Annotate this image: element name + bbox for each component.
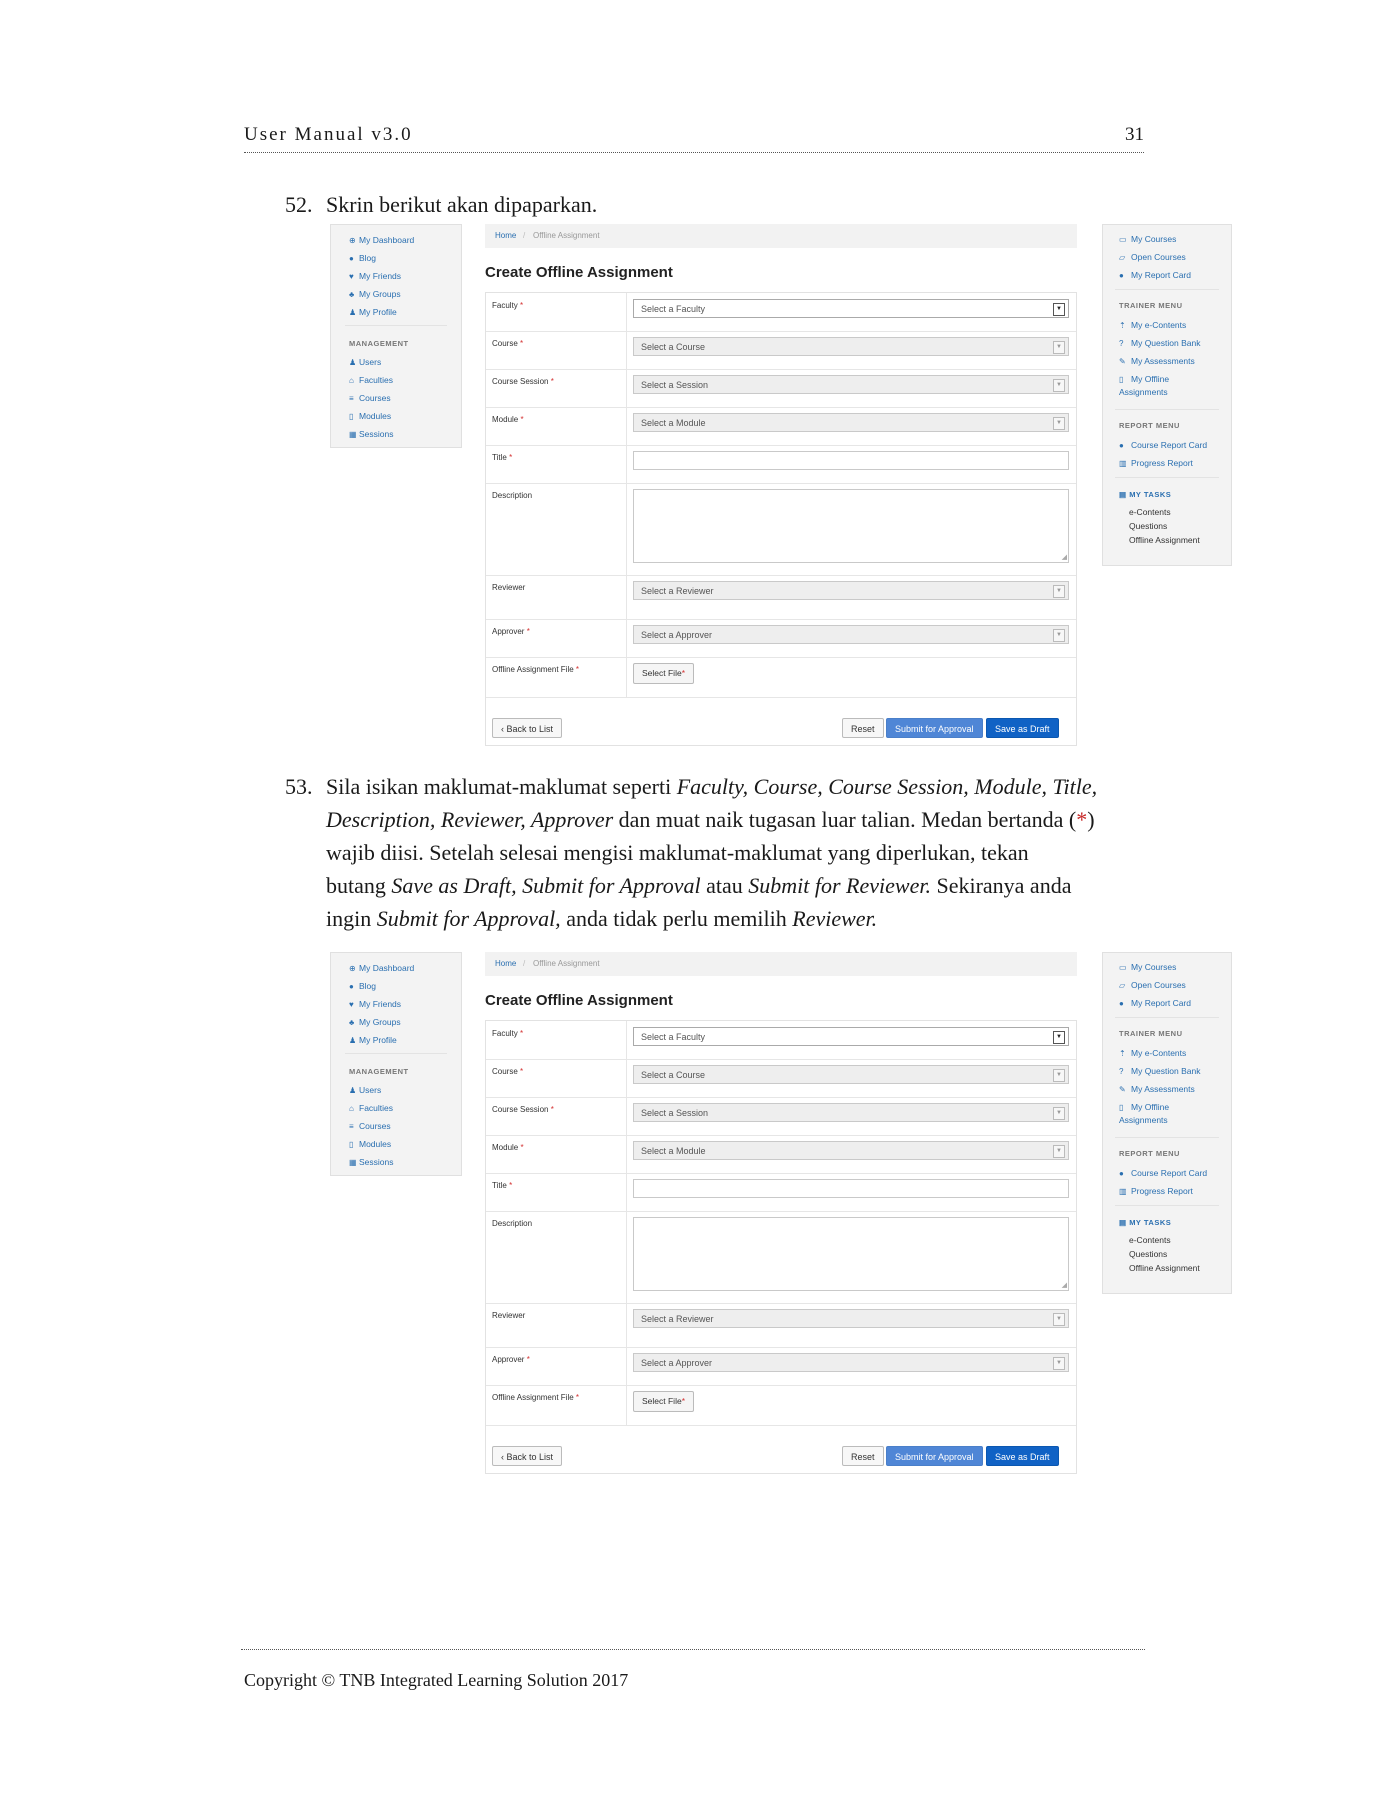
resize-handle-icon[interactable]: ◢ bbox=[1061, 1282, 1067, 1289]
upload-icon: ⇡ bbox=[1119, 321, 1126, 330]
module-row bbox=[486, 407, 1076, 446]
divider bbox=[1115, 289, 1219, 290]
step-text: Sila isikan maklumat-maklumat seperti Faculty, Course, Course Session, Module, Title, Description, Reviewer, Approver dan muat naik tugasan luar talian. Medan bertanda (*) wajib diisi. Setelah selesai mengisi maklumat-maklumat yang diperlukan, tekan butang Save as Draft, Submit for Approval atau Submit for Reviewer. Sekiranya anda ingin Submit for Approval, anda tidak perlu memilih Reviewer. bbox=[326, 774, 1098, 931]
reviewer-row bbox=[486, 575, 1076, 620]
globe-icon: ● bbox=[349, 982, 354, 991]
module-label: Module * bbox=[492, 1143, 524, 1152]
title-input[interactable] bbox=[633, 451, 1069, 470]
tasks-icon: ▤ bbox=[1119, 1218, 1127, 1227]
task-offline-assignment[interactable]: Offline Assignment bbox=[1129, 535, 1200, 545]
reset-button[interactable]: Reset bbox=[842, 718, 884, 738]
chevron-down-icon: ▼ bbox=[1053, 1031, 1065, 1044]
breadcrumb-current: Offline Assignment bbox=[533, 231, 600, 240]
book-icon: ≡ bbox=[349, 1122, 354, 1131]
chevron-down-icon: ▼ bbox=[1053, 1107, 1065, 1120]
divider bbox=[345, 1053, 447, 1054]
upload-icon: ⇡ bbox=[1119, 1049, 1126, 1058]
course-select[interactable]: Select a Course ▼ bbox=[633, 1065, 1069, 1084]
right-sidebar bbox=[1102, 952, 1232, 1294]
nav-blog[interactable]: ● Blog bbox=[349, 253, 377, 263]
left-sidebar bbox=[330, 952, 462, 1176]
circle-icon: ● bbox=[1119, 271, 1124, 280]
approver-select[interactable]: Select a Approver ▼ bbox=[633, 625, 1069, 644]
form-actions bbox=[486, 1441, 1076, 1473]
breadcrumb-current: Offline Assignment bbox=[533, 959, 600, 968]
task-questions[interactable]: Questions bbox=[1129, 1249, 1168, 1259]
resize-handle-icon[interactable]: ◢ bbox=[1061, 554, 1067, 561]
chevron-down-icon: ▼ bbox=[1053, 1313, 1065, 1326]
faculty-select[interactable]: Select a Faculty ▼ bbox=[633, 1027, 1069, 1046]
approver-row bbox=[486, 619, 1076, 658]
description-textarea[interactable] bbox=[633, 489, 1069, 563]
user-icon: ♟ bbox=[349, 1086, 357, 1095]
group-icon: ♣ bbox=[349, 1018, 355, 1027]
nav-progress-report[interactable]: ▥ Progress Report bbox=[1119, 1186, 1193, 1196]
save-as-draft-button[interactable]: Save as Draft bbox=[986, 718, 1059, 738]
course-row bbox=[486, 331, 1076, 370]
folder-icon: ▭ bbox=[1119, 235, 1127, 244]
nav-my-profile[interactable]: ♟ My Profile bbox=[349, 307, 397, 317]
screenshot-create-offline-assignment bbox=[330, 952, 1230, 1472]
file-icon: ▯ bbox=[1119, 375, 1124, 384]
user-icon: ♟ bbox=[349, 1036, 357, 1045]
faculty-label: Faculty * bbox=[492, 301, 524, 310]
step-text: Skrin berikut akan dipaparkan. bbox=[326, 192, 598, 217]
task-e-contents[interactable]: e-Contents bbox=[1129, 507, 1171, 517]
trainer-menu-heading: TRAINER MENU bbox=[1119, 301, 1183, 310]
nav-my-courses[interactable]: ▭ My Courses bbox=[1119, 234, 1177, 244]
file-row bbox=[486, 657, 1076, 698]
course-label: Course * bbox=[492, 1067, 524, 1076]
file-icon: ▯ bbox=[1119, 1103, 1124, 1112]
divider bbox=[1115, 1137, 1219, 1138]
question-icon: ? bbox=[1119, 1067, 1124, 1076]
user-icon: ♟ bbox=[349, 358, 357, 367]
save-as-draft-button[interactable]: Save as Draft bbox=[986, 1446, 1059, 1466]
step-number: 53. bbox=[285, 774, 313, 799]
approver-row bbox=[486, 1347, 1076, 1386]
nav-my-question-bank[interactable]: ? My Question Bank bbox=[1119, 338, 1201, 348]
nav-courses[interactable]: ≡ Courses bbox=[349, 393, 391, 403]
faculty-row bbox=[486, 293, 1076, 332]
group-icon: ♣ bbox=[349, 290, 355, 299]
assignment-form bbox=[485, 292, 1077, 746]
screenshot-create-offline-assignment bbox=[330, 224, 1230, 744]
breadcrumb-separator: / bbox=[523, 959, 526, 968]
folder-open-icon: ▱ bbox=[1119, 981, 1126, 990]
chevron-down-icon: ▼ bbox=[1053, 1069, 1065, 1082]
divider bbox=[1115, 1017, 1219, 1018]
module-select[interactable]: Select a Module ▼ bbox=[633, 413, 1069, 432]
chevron-down-icon: ▼ bbox=[1053, 585, 1065, 598]
dashboard-icon: ⊕ bbox=[349, 964, 356, 973]
nav-my-groups[interactable]: ♣ My Groups bbox=[349, 1017, 401, 1027]
course-label: Course * bbox=[492, 339, 524, 348]
tasks-icon: ▤ bbox=[1119, 490, 1127, 499]
title-label: Title * bbox=[492, 453, 513, 462]
reset-button[interactable]: Reset bbox=[842, 1446, 884, 1466]
file-label: Offline Assignment File * bbox=[492, 665, 580, 674]
nav-open-courses[interactable]: ▱ Open Courses bbox=[1119, 252, 1186, 262]
nav-sessions[interactable]: ▦ Sessions bbox=[349, 429, 394, 439]
task-offline-assignment[interactable]: Offline Assignment bbox=[1129, 1263, 1200, 1273]
description-textarea[interactable] bbox=[633, 1217, 1069, 1291]
edit-icon: ✎ bbox=[1119, 357, 1126, 366]
nav-courses[interactable]: ≡ Courses bbox=[349, 1121, 391, 1131]
circle-icon: ● bbox=[1119, 441, 1124, 450]
step-53 bbox=[285, 770, 1145, 940]
nav-my-report-card[interactable]: ● My Report Card bbox=[1119, 270, 1191, 280]
faculty-label: Faculty * bbox=[492, 1029, 524, 1038]
title-row bbox=[486, 1173, 1076, 1212]
chevron-down-icon: ▼ bbox=[1053, 1357, 1065, 1370]
faculty-icon: ⌂ bbox=[349, 1104, 354, 1113]
page-number: 31 bbox=[1125, 124, 1144, 145]
report-menu-heading: REPORT MENU bbox=[1119, 1149, 1180, 1158]
page-header bbox=[244, 124, 1144, 153]
assignment-form bbox=[485, 1020, 1077, 1474]
title-input[interactable] bbox=[633, 1179, 1069, 1198]
nav-my-assessments[interactable]: ✎ My Assessments bbox=[1119, 1084, 1195, 1094]
nav-my-courses[interactable]: ▭ My Courses bbox=[1119, 962, 1177, 972]
session-row bbox=[486, 369, 1076, 408]
dashboard-icon: ⊕ bbox=[349, 236, 356, 245]
chevron-down-icon: ▼ bbox=[1053, 303, 1065, 316]
nav-my-report-card[interactable]: ● My Report Card bbox=[1119, 998, 1191, 1008]
nav-my-assessments[interactable]: ✎ My Assessments bbox=[1119, 356, 1195, 366]
task-e-contents[interactable]: e-Contents bbox=[1129, 1235, 1171, 1245]
heart-icon: ♥ bbox=[349, 1000, 354, 1009]
submit-for-approval-button[interactable]: Submit for Approval bbox=[886, 1446, 983, 1466]
chevron-down-icon: ▼ bbox=[1053, 629, 1065, 642]
management-heading: MANAGEMENT bbox=[349, 339, 409, 348]
nav-sessions[interactable]: ▦ Sessions bbox=[349, 1157, 394, 1167]
divider bbox=[1115, 409, 1219, 410]
form-actions bbox=[486, 713, 1076, 745]
module-row bbox=[486, 1135, 1076, 1174]
nav-progress-report[interactable]: ▥ Progress Report bbox=[1119, 458, 1193, 468]
reviewer-select[interactable]: Select a Reviewer ▼ bbox=[633, 581, 1069, 600]
back-to-list-button[interactable]: ‹ Back to List bbox=[492, 1446, 562, 1466]
chevron-down-icon: ▼ bbox=[1053, 379, 1065, 392]
approver-label: Approver * bbox=[492, 627, 530, 636]
nav-faculties[interactable]: ⌂ Faculties bbox=[349, 1103, 394, 1113]
description-row bbox=[486, 483, 1076, 576]
trainer-menu-heading: TRAINER MENU bbox=[1119, 1029, 1183, 1038]
reviewer-select[interactable]: Select a Reviewer ▼ bbox=[633, 1309, 1069, 1328]
folder-open-icon: ▱ bbox=[1119, 253, 1126, 262]
chevron-down-icon: ▼ bbox=[1053, 417, 1065, 430]
nav-my-profile[interactable]: ♟ My Profile bbox=[349, 1035, 397, 1045]
file-icon: ▯ bbox=[349, 1140, 354, 1149]
course-row bbox=[486, 1059, 1076, 1098]
session-select[interactable]: Select a Session ▼ bbox=[633, 375, 1069, 394]
my-tasks-heading[interactable]: ▤ MY TASKS bbox=[1119, 1218, 1172, 1227]
breadcrumb-separator: / bbox=[523, 231, 526, 240]
reviewer-row bbox=[486, 1303, 1076, 1348]
nav-users[interactable]: ♟ Users bbox=[349, 1085, 382, 1095]
nav-course-report-card[interactable]: ● Course Report Card bbox=[1119, 1168, 1208, 1178]
faculty-row bbox=[486, 1021, 1076, 1060]
course-select[interactable]: Select a Course ▼ bbox=[633, 337, 1069, 356]
edit-icon: ✎ bbox=[1119, 1085, 1126, 1094]
submit-for-approval-button[interactable]: Submit for Approval bbox=[886, 718, 983, 738]
book-icon: ≡ bbox=[349, 394, 354, 403]
main-content bbox=[485, 952, 1077, 1472]
select-file-button[interactable]: Select File* bbox=[633, 1391, 694, 1412]
breadcrumb-home-link[interactable]: Home bbox=[495, 959, 517, 968]
bar-chart-icon: ▥ bbox=[1119, 459, 1127, 468]
step-52 bbox=[285, 188, 1145, 222]
nav-open-courses[interactable]: ▱ Open Courses bbox=[1119, 980, 1186, 990]
approver-select[interactable]: Select a Approver ▼ bbox=[633, 1353, 1069, 1372]
heart-icon: ♥ bbox=[349, 272, 354, 281]
faculty-icon: ⌂ bbox=[349, 376, 354, 385]
nav-my-e-contents[interactable]: ⇡ My e-Contents bbox=[1119, 320, 1187, 330]
chevron-down-icon: ▼ bbox=[1053, 1145, 1065, 1158]
nav-my-question-bank[interactable]: ? My Question Bank bbox=[1119, 1066, 1201, 1076]
page-title: Create Offline Assignment bbox=[485, 992, 673, 1009]
page-title: Create Offline Assignment bbox=[485, 264, 673, 281]
user-icon: ♟ bbox=[349, 308, 357, 317]
breadcrumb-home-link[interactable]: Home bbox=[495, 231, 517, 240]
session-label: Course Session * bbox=[492, 1105, 554, 1114]
title-label: Title * bbox=[492, 1181, 513, 1190]
calendar-icon: ▦ bbox=[349, 430, 357, 439]
nav-users[interactable]: ♟ Users bbox=[349, 357, 382, 367]
nav-my-offline-assignments[interactable]: ▯ My Offline Assignments bbox=[1119, 1102, 1170, 1125]
chevron-down-icon: ▼ bbox=[1053, 341, 1065, 354]
left-sidebar bbox=[330, 224, 462, 448]
file-row bbox=[486, 1385, 1076, 1426]
calendar-icon: ▦ bbox=[349, 1158, 357, 1167]
manual-title: User Manual v3.0 bbox=[244, 124, 413, 145]
task-questions[interactable]: Questions bbox=[1129, 521, 1168, 531]
approver-label: Approver * bbox=[492, 1355, 530, 1364]
breadcrumb bbox=[485, 224, 1077, 248]
management-heading: MANAGEMENT bbox=[349, 1067, 409, 1076]
description-label: Description bbox=[492, 1219, 533, 1228]
circle-icon: ● bbox=[1119, 1169, 1124, 1178]
right-sidebar bbox=[1102, 224, 1232, 566]
nav-my-friends[interactable]: ♥ My Friends bbox=[349, 999, 402, 1009]
report-menu-heading: REPORT MENU bbox=[1119, 421, 1180, 430]
reviewer-label: Reviewer bbox=[492, 1311, 526, 1320]
nav-modules[interactable]: ▯ Modules bbox=[349, 411, 392, 421]
nav-modules[interactable]: ▯ Modules bbox=[349, 1139, 392, 1149]
reviewer-label: Reviewer bbox=[492, 583, 526, 592]
step-number: 52. bbox=[285, 192, 313, 217]
faculty-select[interactable]: Select a Faculty ▼ bbox=[633, 299, 1069, 318]
divider bbox=[1115, 1205, 1219, 1206]
session-select[interactable]: Select a Session ▼ bbox=[633, 1103, 1069, 1122]
session-label: Course Session * bbox=[492, 377, 554, 386]
divider bbox=[1115, 477, 1219, 478]
breadcrumb bbox=[485, 952, 1077, 976]
nav-my-friends[interactable]: ♥ My Friends bbox=[349, 271, 402, 281]
description-row bbox=[486, 1211, 1076, 1304]
nav-faculties[interactable]: ⌂ Faculties bbox=[349, 375, 394, 385]
question-icon: ? bbox=[1119, 339, 1124, 348]
main-content bbox=[485, 224, 1077, 744]
session-row bbox=[486, 1097, 1076, 1136]
folder-icon: ▭ bbox=[1119, 963, 1127, 972]
bar-chart-icon: ▥ bbox=[1119, 1187, 1127, 1196]
file-label: Offline Assignment File * bbox=[492, 1393, 580, 1402]
nav-my-dashboard[interactable]: ⊕ My Dashboard bbox=[349, 963, 415, 973]
globe-icon: ● bbox=[349, 254, 354, 263]
copyright-text: Copyright © TNB Integrated Learning Solution 2017 bbox=[244, 1670, 629, 1690]
back-to-list-button[interactable]: ‹ Back to List bbox=[492, 718, 562, 738]
required-star: * bbox=[1076, 807, 1088, 832]
my-tasks-heading[interactable]: ▤ MY TASKS bbox=[1119, 490, 1172, 499]
module-select[interactable]: Select a Module ▼ bbox=[633, 1141, 1069, 1160]
nav-my-offline-assignments[interactable]: ▯ My Offline Assignments bbox=[1119, 374, 1170, 397]
title-row bbox=[486, 445, 1076, 484]
nav-course-report-card[interactable]: ● Course Report Card bbox=[1119, 440, 1208, 450]
divider bbox=[345, 325, 447, 326]
nav-blog[interactable]: ● Blog bbox=[349, 981, 377, 991]
file-icon: ▯ bbox=[349, 412, 354, 421]
description-label: Description bbox=[492, 491, 533, 500]
module-label: Module * bbox=[492, 415, 524, 424]
page-footer bbox=[241, 1649, 1145, 1690]
select-file-button[interactable]: Select File* bbox=[633, 663, 694, 684]
circle-icon: ● bbox=[1119, 999, 1124, 1008]
nav-my-e-contents[interactable]: ⇡ My e-Contents bbox=[1119, 1048, 1187, 1058]
nav-my-groups[interactable]: ♣ My Groups bbox=[349, 289, 401, 299]
nav-my-dashboard[interactable]: ⊕ My Dashboard bbox=[349, 235, 415, 245]
